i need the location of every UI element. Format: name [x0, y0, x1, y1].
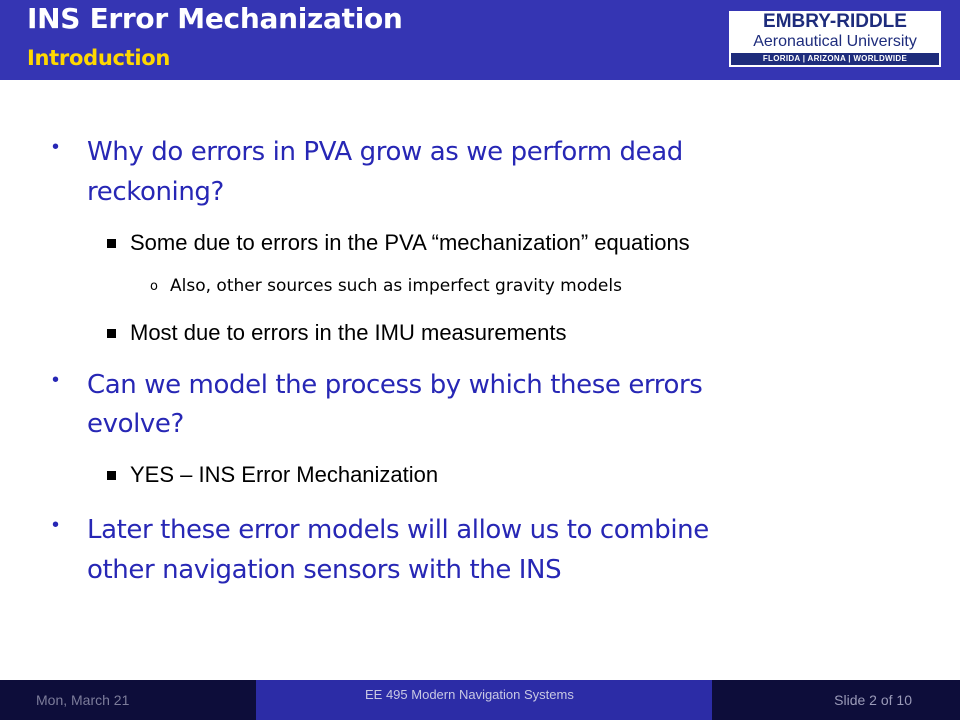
footer-course-title: EE 495 Modern Navigation Systems	[365, 687, 574, 702]
bullet-dot: •	[52, 136, 60, 158]
bullet-text-continued: other navigation sensors with the INS	[87, 555, 562, 585]
footer-left-panel	[0, 680, 256, 720]
bullet-text-continued: reckoning?	[87, 177, 224, 207]
bullet-text-continued: evolve?	[87, 409, 184, 439]
sub-bullet-text: YES – INS Error Mechanization	[130, 462, 439, 487]
logo-campuses: FLORIDA | ARIZONA | WORLDWIDE	[731, 53, 939, 65]
footer-right-panel	[712, 680, 960, 720]
circle-bullet-icon: o	[150, 279, 158, 294]
square-bullet-icon	[107, 239, 116, 248]
logo-university-name: Aeronautical University	[753, 33, 917, 50]
sub-bullet-text: Most due to errors in the IMU measurements	[130, 320, 567, 345]
slide-subtitle: Introduction	[27, 46, 171, 70]
bullet-text: Later these error models will allow us to combine	[87, 515, 709, 545]
slide-title: INS Error Mechanization	[27, 2, 403, 35]
square-bullet-icon	[107, 329, 116, 338]
footer-slide-number: Slide 2 of 10	[834, 692, 912, 708]
sub-sub-bullet-text: Also, other sources such as imperfect gravity models	[170, 276, 622, 296]
bullet-text: Can we model the process by which these errors	[87, 370, 703, 400]
logo-wordmark: EMBRY-RIDDLE	[763, 11, 907, 32]
square-bullet-icon	[107, 471, 116, 480]
bullet-dot: •	[52, 369, 60, 391]
sub-bullet-text: Some due to errors in the PVA “mechanization” equations	[130, 230, 690, 255]
footer-date: Mon, March 21	[36, 692, 130, 708]
bullet-dot: •	[52, 514, 60, 536]
bullet-text: Why do errors in PVA grow as we perform dead	[87, 137, 683, 167]
slide-footer	[0, 680, 960, 720]
